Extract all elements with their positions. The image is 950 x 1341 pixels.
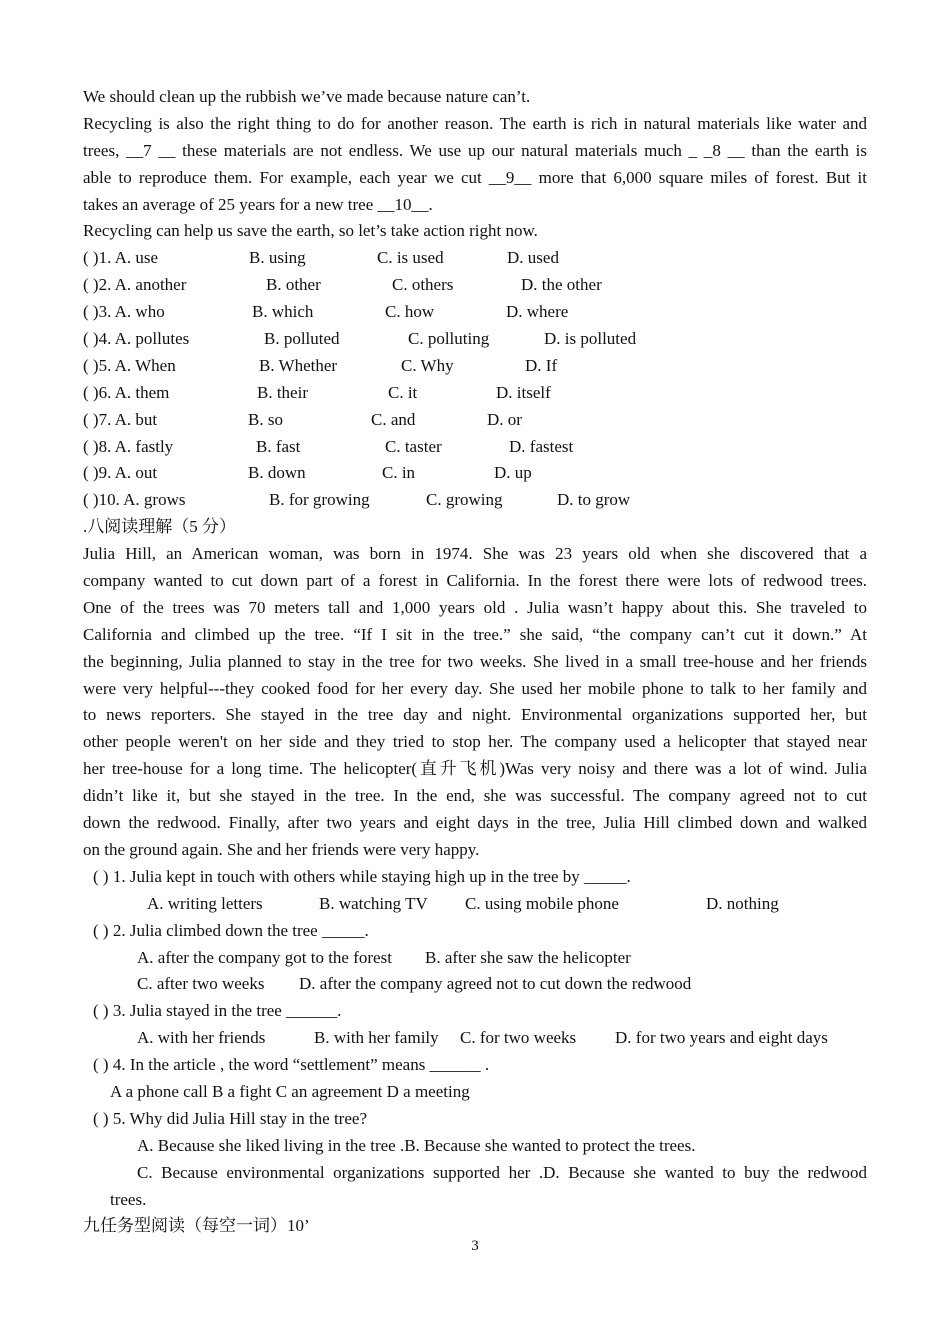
passage-line: her tree-house for a long time. The helicopter(直升飞机)Was very noisy and there was a lot of wind. Julia <box>83 759 867 779</box>
passage-line: to news reporters. She stayed in the tree day and night. Environmental organizations supported her, but <box>83 705 867 725</box>
cloze-option-d: D. is polluted <box>544 329 637 349</box>
option-d: D. for two years and eight days <box>615 1028 828 1048</box>
cloze-option-d: D. or <box>487 409 522 429</box>
cloze-option-c: C. Why <box>401 355 454 375</box>
answer-options-continued: trees. <box>110 1189 147 1209</box>
cloze-option-c: C. growing <box>426 490 503 510</box>
section-heading-reading: .八阅读理解（5 分） <box>83 517 236 537</box>
cloze-question-row <box>83 460 867 487</box>
answer-options <box>83 971 867 998</box>
cloze-option-b: B. other <box>266 275 321 295</box>
passage-line: Recycling can help us save the earth, so let’s take action right now. <box>83 221 538 241</box>
cloze-option-a: ( )6. A. them <box>83 382 170 402</box>
cloze-question-row <box>83 299 867 326</box>
cloze-option-b: B. for growing <box>269 490 370 510</box>
option-c: C. using mobile phone <box>465 893 619 913</box>
cloze-option-c: C. others <box>392 275 454 295</box>
cloze-option-a: ( )4. A. pollutes <box>83 329 190 349</box>
cloze-option-b: B. polluted <box>264 329 340 349</box>
cloze-option-d: D. the other <box>521 275 602 295</box>
option-a: A. writing letters <box>147 893 263 913</box>
passage-line: able to reproduce them. For example, each year we cut __9__ more that 6,000 square miles of forest. But it <box>83 167 867 187</box>
cloze-question-row <box>83 272 867 299</box>
cloze-option-a: ( )8. A. fastly <box>83 436 174 456</box>
cloze-option-a: ( )1. A. use <box>83 248 159 268</box>
passage-line: didn’t like it, but she stayed in the tree. In the end, she was successful. The company agreed not to cut <box>83 786 867 806</box>
cloze-option-d: D. to grow <box>557 490 631 510</box>
cloze-option-a: ( )2. A. another <box>83 275 187 295</box>
option-d: D. nothing <box>706 893 779 913</box>
question-stem: ( ) 4. In the article , the word “settlement” means ______ . <box>93 1055 490 1075</box>
question-stem: ( ) 3. Julia stayed in the tree ______. <box>93 1001 342 1021</box>
reading-questions <box>83 864 867 1214</box>
cloze-option-d: D. If <box>525 355 558 375</box>
cloze-option-d: D. up <box>494 463 532 483</box>
passage-line: We should clean up the rubbish we’ve made because nature can’t. <box>83 87 531 106</box>
cloze-option-b: B. so <box>248 409 283 429</box>
cloze-passage <box>83 84 867 245</box>
option-a: A. with her friends <box>137 1028 266 1048</box>
option-c: C. after two weeks <box>137 974 265 994</box>
section-heading-task-reading: 九任务型阅读（每空一词）10’ <box>83 1216 310 1236</box>
passage-line: company wanted to cut down part of a forest in California. In the forest there were lots of redwood trees. <box>83 571 867 591</box>
cloze-option-c: C. how <box>385 302 435 322</box>
cloze-option-b: B. which <box>252 302 314 322</box>
passage-line: on the ground again. She and her friends were very happy. <box>83 839 480 859</box>
cloze-option-c: C. it <box>388 382 418 402</box>
cloze-option-c: C. and <box>371 409 416 429</box>
cloze-option-b: B. down <box>248 463 306 483</box>
cloze-option-b: B. using <box>249 248 306 268</box>
option-c: C. for two weeks <box>460 1028 577 1048</box>
cloze-question-row <box>83 326 867 353</box>
option-a: A. after the company got to the forest <box>137 947 392 967</box>
passage-line: trees, __7 __ these materials are not endless. We use up our natural materials much _ _8 __ than the earth is <box>83 140 867 160</box>
answer-options <box>83 945 867 972</box>
passage-line: California and climbed up the tree. “If I sit in the tree.” she said, “the company can’t cut it down.” At <box>83 624 867 644</box>
answer-options: A. Because she liked living in the tree .B. Because she wanted to protect the trees. <box>137 1135 696 1155</box>
cloze-option-c: C. polluting <box>408 329 490 349</box>
cloze-option-c: C. taster <box>385 436 442 456</box>
passage-line: One of the trees was 70 meters tall and 1,000 years old . Julia wasn’t happy about this. She traveled to <box>83 597 867 617</box>
cloze-option-a: ( )3. A. who <box>83 302 165 322</box>
option-b: B. with her family <box>314 1028 439 1048</box>
cloze-option-a: ( )9. A. out <box>83 463 158 483</box>
cloze-question-row <box>83 487 867 514</box>
cloze-option-b: B. their <box>257 382 308 402</box>
page-number: 3 <box>471 1238 479 1254</box>
cloze-option-b: B. Whether <box>259 355 338 375</box>
option-d: D. after the company agreed not to cut down the redwood <box>299 974 692 994</box>
cloze-question-row <box>83 434 867 461</box>
answer-options <box>83 891 867 918</box>
option-b: B. watching TV <box>319 893 428 913</box>
cloze-option-b: B. fast <box>256 436 301 456</box>
passage-line: down the redwood. Finally, after two years and eight days in the tree, Julia Hill climbed down and walked <box>83 813 867 833</box>
document-body <box>83 84 867 1240</box>
passage-line: were very helpful---they cooked food for her every day. She used her mobile phone to talk to her family and <box>83 678 867 698</box>
cloze-question-row <box>83 380 867 407</box>
question-stem: ( ) 5. Why did Julia Hill stay in the tree? <box>93 1108 367 1128</box>
cloze-option-d: D. used <box>507 248 559 268</box>
cloze-option-c: C. in <box>382 463 416 483</box>
cloze-questions <box>83 245 867 514</box>
answer-options <box>83 1025 867 1052</box>
answer-options: C. Because environmental organizations supported her .D. Because she wanted to buy the redwood <box>137 1162 867 1182</box>
option-b: B. after she saw the helicopter <box>425 947 631 967</box>
passage-line: Julia Hill, an American woman, was born in 1974. She was 23 years old when she discovered that a <box>83 544 867 564</box>
cloze-question-row <box>83 353 867 380</box>
cloze-option-d: D. where <box>506 302 569 322</box>
cloze-option-a: ( )5. A. When <box>83 355 176 375</box>
cloze-option-d: D. itself <box>496 382 551 402</box>
question-stem: ( ) 2. Julia climbed down the tree _____. <box>93 920 369 940</box>
cloze-question-row <box>83 245 867 272</box>
passage-line: the beginning, Julia planned to stay in the tree for two weeks. She lived in a small tree-house and her friends <box>83 651 867 671</box>
cloze-option-a: ( )10. A. grows <box>83 490 186 510</box>
cloze-option-a: ( )7. A. but <box>83 409 158 429</box>
passage-line: Recycling is also the right thing to do for another reason. The earth is rich in natural materials like water and <box>83 113 867 133</box>
cloze-option-c: C. is used <box>377 248 444 268</box>
cloze-option-d: D. fastest <box>509 436 574 456</box>
cloze-question-row <box>83 407 867 434</box>
reading-passage <box>83 541 867 864</box>
passage-line: other people weren't on her side and they tried to stop her. The company used a helicopter that stayed near <box>83 732 867 752</box>
passage-line: takes an average of 25 years for a new tree __10__. <box>83 194 433 214</box>
answer-options: A a phone call B a fight C an agreement D a meeting <box>110 1081 470 1101</box>
question-stem: ( ) 1. Julia kept in touch with others while staying high up in the tree by _____. <box>93 866 631 886</box>
